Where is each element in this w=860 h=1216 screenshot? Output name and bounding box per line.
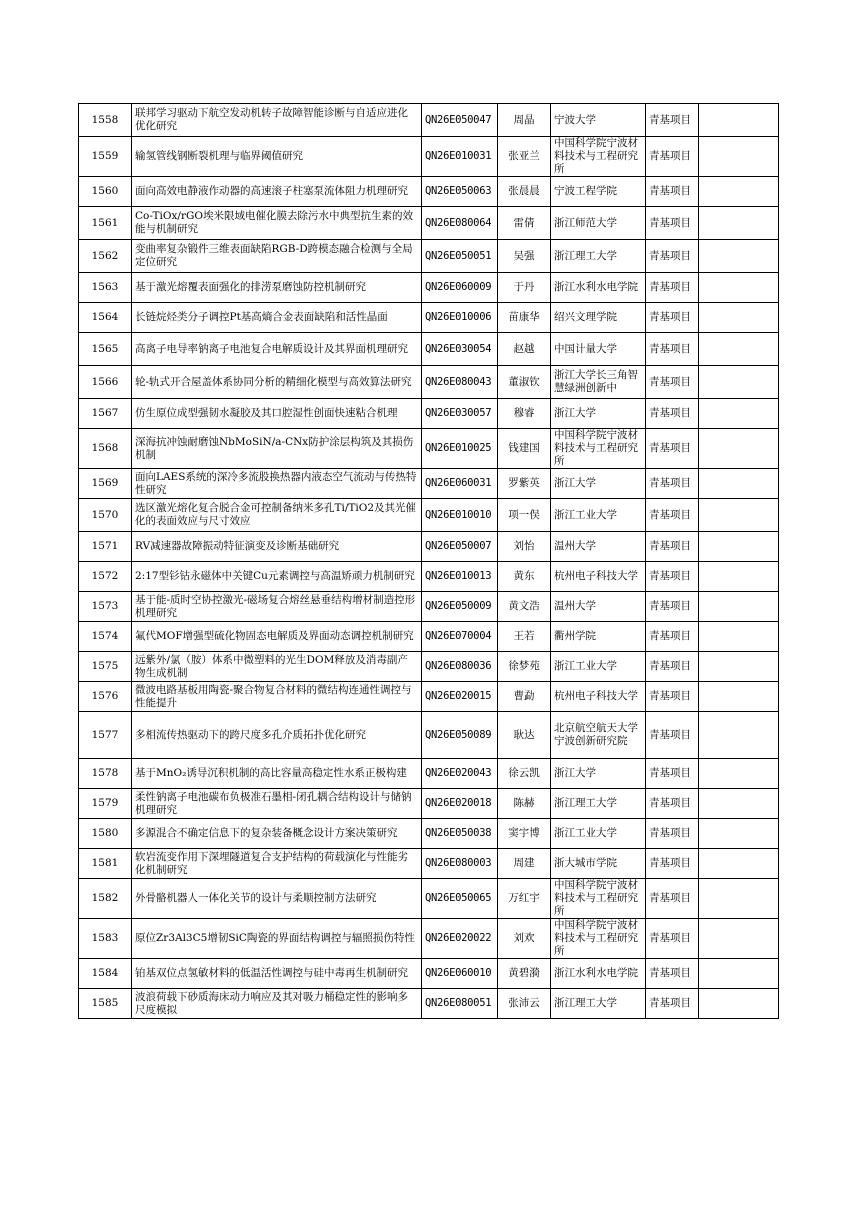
cell-no: 1578 <box>79 759 132 789</box>
cell-org: 浙江理工大学 <box>551 989 646 1019</box>
cell-org: 浙江理工大学 <box>551 240 646 273</box>
project-table <box>78 103 779 1019</box>
cell-note <box>699 104 779 137</box>
cell-type: 青基项目 <box>646 622 699 652</box>
cell-title: 微波电路基板用陶瓷-聚合物复合材料的微结构连通性调控与性能提升 <box>132 682 422 712</box>
cell-code: QN26E020022 <box>422 919 498 959</box>
table-row <box>79 532 779 562</box>
cell-code: QN26E020018 <box>422 789 498 819</box>
cell-no: 1585 <box>79 989 132 1019</box>
cell-org: 浙江工业大学 <box>551 819 646 849</box>
cell-no: 1565 <box>79 333 132 366</box>
cell-type: 青基项目 <box>646 532 699 562</box>
cell-title: 柔性钠离子电池碳布负极准石墨相-闭孔耦合结构设计与储钠机理研究 <box>132 789 422 819</box>
cell-person: 黄碧漪 <box>498 959 551 989</box>
cell-person: 周建 <box>498 849 551 879</box>
cell-no: 1568 <box>79 429 132 469</box>
cell-person: 徐云凯 <box>498 759 551 789</box>
table-row <box>79 240 779 273</box>
cell-person: 黄文浩 <box>498 592 551 622</box>
cell-no: 1581 <box>79 849 132 879</box>
cell-org: 衢州学院 <box>551 622 646 652</box>
cell-org: 浙江大学 <box>551 469 646 499</box>
table-body <box>79 104 779 1019</box>
cell-type: 青基项目 <box>646 592 699 622</box>
cell-no: 1570 <box>79 499 132 532</box>
cell-title: 多相流传热驱动下的跨尺度多孔介质拓扑优化研究 <box>132 712 422 759</box>
cell-note <box>699 789 779 819</box>
table-row <box>79 207 779 240</box>
cell-person: 刘怡 <box>498 532 551 562</box>
cell-title: 2:17型钐钴永磁体中关键Cu元素调控与高温矫顽力机制研究 <box>132 562 422 592</box>
cell-note <box>699 989 779 1019</box>
cell-note <box>699 532 779 562</box>
cell-code: QN26E060031 <box>422 469 498 499</box>
cell-no: 1567 <box>79 399 132 429</box>
cell-org: 温州大学 <box>551 592 646 622</box>
cell-no: 1561 <box>79 207 132 240</box>
cell-code: QN26E050009 <box>422 592 498 622</box>
cell-title: Co-TiOx/rGO埃米限域电催化膜去除污水中典型抗生素的效能与机制研究 <box>132 207 422 240</box>
cell-title: 仿生原位成型强韧水凝胶及其口腔湿性创面快速粘合机理 <box>132 399 422 429</box>
cell-org: 浙江大学 <box>551 759 646 789</box>
cell-org: 浙江大学 <box>551 399 646 429</box>
cell-note <box>699 333 779 366</box>
cell-title: 远紫外/氯（胺）体系中微塑料的光生DOM释放及消毒副产物生成机制 <box>132 652 422 682</box>
cell-no: 1566 <box>79 366 132 399</box>
cell-no: 1580 <box>79 819 132 849</box>
cell-person: 周晶 <box>498 104 551 137</box>
table-row <box>79 712 779 759</box>
table-row <box>79 177 779 207</box>
cell-type: 青基项目 <box>646 207 699 240</box>
cell-org: 宁波大学 <box>551 104 646 137</box>
table-row <box>79 819 779 849</box>
cell-person: 于丹 <box>498 273 551 303</box>
cell-title: 联邦学习驱动下航空发动机转子故障智能诊断与自适应进化优化研究 <box>132 104 422 137</box>
cell-title: 输氢管线钢断裂机理与临界阈值研究 <box>132 137 422 177</box>
cell-title: 长链烷烃类分子调控Pt基高熵合金表面缺陷和活性晶面 <box>132 303 422 333</box>
cell-type: 青基项目 <box>646 104 699 137</box>
cell-org: 中国科学院宁波材料技术与工程研究所 <box>551 137 646 177</box>
cell-code: QN26E060010 <box>422 959 498 989</box>
cell-note <box>699 959 779 989</box>
table-row <box>79 989 779 1019</box>
cell-title: 铂基双位点氢敏材料的低温活性调控与硅中毒再生机制研究 <box>132 959 422 989</box>
cell-note <box>699 819 779 849</box>
table-row <box>79 273 779 303</box>
table-row <box>79 682 779 712</box>
cell-person: 窦宇博 <box>498 819 551 849</box>
cell-person: 雷倩 <box>498 207 551 240</box>
cell-no: 1560 <box>79 177 132 207</box>
cell-type: 青基项目 <box>646 333 699 366</box>
cell-person: 赵越 <box>498 333 551 366</box>
cell-type: 青基项目 <box>646 562 699 592</box>
cell-no: 1569 <box>79 469 132 499</box>
cell-person: 张沛云 <box>498 989 551 1019</box>
cell-title: 基于激光熔覆表面强化的排涝泵磨蚀防控机制研究 <box>132 273 422 303</box>
table-row <box>79 789 779 819</box>
cell-title: 基于MnO₂诱导沉积机制的高比容量高稳定性水系正极构建 <box>132 759 422 789</box>
cell-org: 浙江师范大学 <box>551 207 646 240</box>
cell-type: 青基项目 <box>646 652 699 682</box>
cell-note <box>699 273 779 303</box>
cell-type: 青基项目 <box>646 919 699 959</box>
cell-type: 青基项目 <box>646 137 699 177</box>
cell-org: 杭州电子科技大学 <box>551 682 646 712</box>
cell-code: QN26E050047 <box>422 104 498 137</box>
cell-note <box>699 919 779 959</box>
table-row <box>79 366 779 399</box>
cell-type: 青基项目 <box>646 399 699 429</box>
cell-org: 北京航空航天大学宁波创新研究院 <box>551 712 646 759</box>
cell-person: 吴强 <box>498 240 551 273</box>
table-row <box>79 469 779 499</box>
cell-org: 绍兴文理学院 <box>551 303 646 333</box>
cell-type: 青基项目 <box>646 273 699 303</box>
cell-title: 选区激光熔化复合脱合金可控制备纳米多孔Ti/TiO2及其光催化的表面效应与尺寸效应 <box>132 499 422 532</box>
table-row <box>79 429 779 469</box>
cell-title: 面向高效电静液作动器的高速滚子柱塞泵流体阻力机理研究 <box>132 177 422 207</box>
cell-title: 深海抗冲蚀耐磨蚀NbMoSiN/a-CNx防护涂层构筑及其损伤机制 <box>132 429 422 469</box>
table-row <box>79 592 779 622</box>
cell-no: 1573 <box>79 592 132 622</box>
cell-code: QN26E050089 <box>422 712 498 759</box>
cell-person: 张亚兰 <box>498 137 551 177</box>
table-row <box>79 759 779 789</box>
cell-code: QN26E010013 <box>422 562 498 592</box>
table-row <box>79 622 779 652</box>
cell-note <box>699 303 779 333</box>
cell-person: 穆睿 <box>498 399 551 429</box>
cell-person: 罗紫英 <box>498 469 551 499</box>
cell-note <box>699 682 779 712</box>
cell-note <box>699 652 779 682</box>
cell-type: 青基项目 <box>646 177 699 207</box>
cell-no: 1571 <box>79 532 132 562</box>
cell-title: 基于能-质时空协控激光-磁场复合熔丝悬垂结构增材制造控形机理研究 <box>132 592 422 622</box>
cell-code: QN26E070004 <box>422 622 498 652</box>
cell-type: 青基项目 <box>646 682 699 712</box>
cell-no: 1558 <box>79 104 132 137</box>
cell-person: 陈赫 <box>498 789 551 819</box>
cell-code: QN26E010031 <box>422 137 498 177</box>
cell-person: 刘欢 <box>498 919 551 959</box>
cell-no: 1562 <box>79 240 132 273</box>
cell-note <box>699 592 779 622</box>
cell-type: 青基项目 <box>646 819 699 849</box>
cell-title: 氟代MOF增强型硫化物固态电解质及界面动态调控机制研究 <box>132 622 422 652</box>
cell-note <box>699 177 779 207</box>
cell-note <box>699 622 779 652</box>
cell-no: 1576 <box>79 682 132 712</box>
cell-title: RV减速器故障振动特征演变及诊断基础研究 <box>132 532 422 562</box>
cell-person: 黄东 <box>498 562 551 592</box>
cell-code: QN26E080036 <box>422 652 498 682</box>
cell-person: 苗康华 <box>498 303 551 333</box>
cell-type: 青基项目 <box>646 469 699 499</box>
cell-note <box>699 562 779 592</box>
cell-org: 宁波工程学院 <box>551 177 646 207</box>
cell-code: QN26E030057 <box>422 399 498 429</box>
cell-no: 1564 <box>79 303 132 333</box>
table-row <box>79 499 779 532</box>
cell-no: 1582 <box>79 879 132 919</box>
cell-org: 浙江大学长三角智慧绿洲创新中 <box>551 366 646 399</box>
cell-no: 1572 <box>79 562 132 592</box>
cell-person: 万红宇 <box>498 879 551 919</box>
cell-no: 1574 <box>79 622 132 652</box>
cell-code: QN26E080043 <box>422 366 498 399</box>
cell-org: 杭州电子科技大学 <box>551 562 646 592</box>
cell-org: 浙江工业大学 <box>551 499 646 532</box>
cell-code: QN26E020015 <box>422 682 498 712</box>
cell-note <box>699 399 779 429</box>
cell-note <box>699 759 779 789</box>
cell-org: 浙大城市学院 <box>551 849 646 879</box>
cell-note <box>699 849 779 879</box>
cell-note <box>699 712 779 759</box>
cell-person: 钱建国 <box>498 429 551 469</box>
cell-code: QN26E060009 <box>422 273 498 303</box>
cell-no: 1584 <box>79 959 132 989</box>
cell-no: 1577 <box>79 712 132 759</box>
cell-note <box>699 499 779 532</box>
table-row <box>79 879 779 919</box>
cell-org: 中国科学院宁波材料技术与工程研究所 <box>551 429 646 469</box>
cell-code: QN26E010025 <box>422 429 498 469</box>
cell-title: 高离子电导率钠离子电池复合电解质设计及其界面机理研究 <box>132 333 422 366</box>
cell-note <box>699 429 779 469</box>
cell-code: QN26E050038 <box>422 819 498 849</box>
cell-title: 外骨骼机器人一体化关节的设计与柔顺控制方法研究 <box>132 879 422 919</box>
table-row <box>79 959 779 989</box>
table-row <box>79 652 779 682</box>
cell-note <box>699 207 779 240</box>
cell-person: 王若 <box>498 622 551 652</box>
cell-no: 1583 <box>79 919 132 959</box>
cell-org: 温州大学 <box>551 532 646 562</box>
cell-org: 中国计量大学 <box>551 333 646 366</box>
table-row <box>79 104 779 137</box>
cell-note <box>699 137 779 177</box>
cell-org: 浙江理工大学 <box>551 789 646 819</box>
cell-code: QN26E050065 <box>422 879 498 919</box>
cell-note <box>699 469 779 499</box>
cell-code: QN26E050063 <box>422 177 498 207</box>
table-row <box>79 849 779 879</box>
cell-code: QN26E080003 <box>422 849 498 879</box>
cell-title: 面向LAES系统的深冷多流股换热器内液态空气流动与传热特性研究 <box>132 469 422 499</box>
cell-code: QN26E050051 <box>422 240 498 273</box>
cell-person: 徐梦苑 <box>498 652 551 682</box>
table-row <box>79 399 779 429</box>
cell-code: QN26E030054 <box>422 333 498 366</box>
cell-code: QN26E080064 <box>422 207 498 240</box>
cell-type: 青基项目 <box>646 989 699 1019</box>
cell-type: 青基项目 <box>646 429 699 469</box>
cell-org: 浙江水利水电学院 <box>551 959 646 989</box>
cell-code: QN26E010006 <box>422 303 498 333</box>
cell-note <box>699 366 779 399</box>
cell-note <box>699 879 779 919</box>
cell-type: 青基项目 <box>646 879 699 919</box>
cell-code: QN26E010010 <box>422 499 498 532</box>
cell-code: QN26E020043 <box>422 759 498 789</box>
cell-type: 青基项目 <box>646 303 699 333</box>
cell-type: 青基项目 <box>646 959 699 989</box>
cell-title: 多源混合不确定信息下的复杂装备概念设计方案决策研究 <box>132 819 422 849</box>
cell-org: 浙江水利水电学院 <box>551 273 646 303</box>
cell-org: 中国科学院宁波材料技术与工程研究所 <box>551 919 646 959</box>
table-row <box>79 303 779 333</box>
cell-no: 1563 <box>79 273 132 303</box>
table-row <box>79 919 779 959</box>
cell-org: 中国科学院宁波材料技术与工程研究所 <box>551 879 646 919</box>
table-row <box>79 333 779 366</box>
cell-type: 青基项目 <box>646 240 699 273</box>
cell-type: 青基项目 <box>646 849 699 879</box>
cell-type: 青基项目 <box>646 712 699 759</box>
cell-type: 青基项目 <box>646 789 699 819</box>
cell-type: 青基项目 <box>646 366 699 399</box>
cell-note <box>699 240 779 273</box>
cell-person: 曹勐 <box>498 682 551 712</box>
cell-title: 软岩流变作用下深埋隧道复合支护结构的荷载演化与性能劣化机制研究 <box>132 849 422 879</box>
cell-title: 变曲率复杂锻件三维表面缺陷RGB-D跨模态融合检测与全局定位研究 <box>132 240 422 273</box>
cell-code: QN26E050007 <box>422 532 498 562</box>
cell-title: 波浪荷载下砂质海床动力响应及其对吸力桶稳定性的影响多尺度模拟 <box>132 989 422 1019</box>
cell-title: 轮-轨式开合屋盖体系协同分析的精细化模型与高效算法研究 <box>132 366 422 399</box>
cell-no: 1559 <box>79 137 132 177</box>
table-row <box>79 137 779 177</box>
cell-type: 青基项目 <box>646 499 699 532</box>
cell-person: 项一俣 <box>498 499 551 532</box>
cell-type: 青基项目 <box>646 759 699 789</box>
cell-org: 浙江工业大学 <box>551 652 646 682</box>
cell-person: 耿达 <box>498 712 551 759</box>
table-row <box>79 562 779 592</box>
cell-no: 1575 <box>79 652 132 682</box>
cell-person: 张晨晨 <box>498 177 551 207</box>
cell-no: 1579 <box>79 789 132 819</box>
cell-code: QN26E080051 <box>422 989 498 1019</box>
cell-title: 原位Zr3Al3C5增韧SiC陶瓷的界面结构调控与辐照损伤特性 <box>132 919 422 959</box>
cell-person: 董淑钦 <box>498 366 551 399</box>
